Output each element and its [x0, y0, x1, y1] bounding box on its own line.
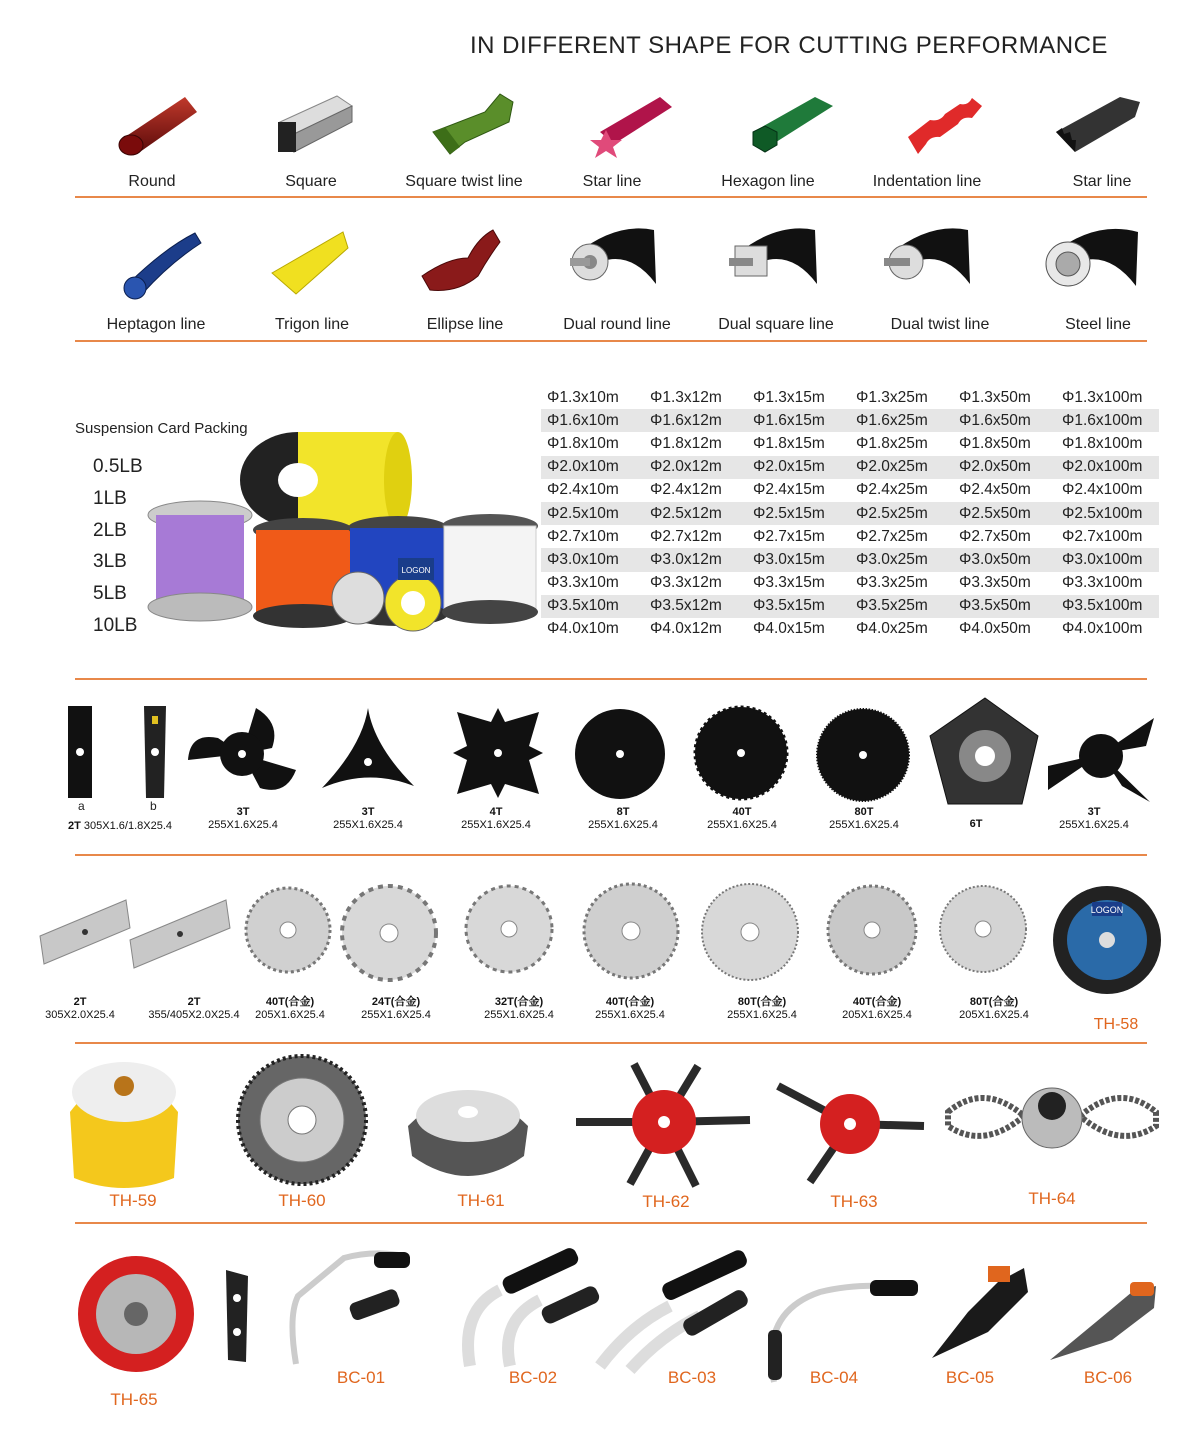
heptagon-line-icon: [115, 228, 205, 303]
spec-cell: Φ1.8x12m: [650, 434, 722, 452]
blade-size: 205X1.6X25.4: [959, 1009, 1029, 1021]
spec-cell: Φ2.4x25m: [856, 481, 928, 499]
spec-cell: Φ2.5x100m: [1062, 504, 1143, 522]
blade-teeth: 3T: [1087, 806, 1101, 818]
shape-label-dual-square: Dual square line: [718, 316, 834, 333]
blade-size: 205X1.6X25.4: [255, 1009, 325, 1021]
blade-2t-a-icon: [66, 706, 96, 800]
alloy-blade-label: [45, 996, 115, 1022]
indentation-line-icon: [900, 92, 985, 162]
blade-size: 255X1.6X25.4: [588, 819, 658, 831]
star-line-black-icon: [1050, 92, 1145, 162]
spec-cell: Φ3.3x12m: [650, 574, 722, 592]
blade-teeth: 40T(合金): [605, 996, 655, 1008]
spec-cell: Φ3.0x100m: [1062, 550, 1143, 568]
shape-label-steel: Steel line: [1065, 316, 1131, 333]
trigon-line-icon: [268, 228, 353, 298]
blade-size: 255X1.6X25.4: [361, 1009, 431, 1021]
blade-teeth: 80T(合金): [969, 996, 1019, 1008]
spec-cell: Φ1.6x50m: [959, 411, 1031, 429]
spec-cell: Φ2.7x15m: [753, 527, 825, 545]
nylon-brush-head-icon: [62, 1052, 186, 1192]
spec-cell: Φ1.8x10m: [547, 434, 619, 452]
spec-row: [541, 525, 1159, 548]
spec-cell: Φ4.0x15m: [753, 620, 825, 638]
spec-row: [541, 595, 1159, 618]
spec-row: [541, 456, 1159, 479]
product-code: BC-01: [336, 1368, 386, 1387]
blade-teeth: 24T(合金): [371, 996, 421, 1008]
spec-cell: Φ1.6x100m: [1062, 411, 1143, 429]
spec-cell: Φ2.4x100m: [1062, 481, 1143, 499]
blade-size: 255X1.6X25.4: [484, 1009, 554, 1021]
product-code: TH-63: [830, 1192, 878, 1211]
blade-size: 255X1.6X25.4: [461, 819, 531, 831]
blade-6t-icon: [926, 696, 1044, 810]
spec-cell: Φ3.3x10m: [547, 574, 619, 592]
blade-teeth: 4T: [489, 806, 503, 818]
product-code: TH-60: [278, 1191, 326, 1210]
blade-teeth: 32T(合金): [494, 996, 544, 1008]
square-twist-line-icon: [425, 92, 515, 162]
spec-row: [541, 548, 1159, 571]
divider: [75, 854, 1147, 856]
alloy-40t-255-icon: [582, 882, 680, 980]
spec-cell: Φ1.8x15m: [753, 434, 825, 452]
alloy-blade-label: [595, 996, 665, 1022]
product-code: BC-05: [945, 1368, 995, 1387]
alloy-40t-205-b-icon: [826, 884, 918, 976]
variant-b-label: b: [150, 799, 157, 813]
spool-brand-label: LOGON: [401, 566, 431, 575]
handle-bc03-icon: [590, 1246, 760, 1372]
spec-row: [541, 618, 1159, 641]
round-line-icon: [115, 92, 200, 162]
blade-teeth: 2T: [187, 996, 201, 1008]
spec-cell: Φ3.0x12m: [650, 550, 722, 568]
dual-round-line-icon: [566, 224, 661, 294]
spec-row: [541, 432, 1159, 455]
spec-cell: Φ1.3x50m: [959, 388, 1031, 406]
spec-cell: Φ2.5x50m: [959, 504, 1031, 522]
blade-size: 255X1.6X25.4: [595, 1009, 665, 1021]
variant-a-label: a: [78, 799, 85, 813]
spec-cell: Φ2.7x50m: [959, 527, 1031, 545]
blade-teeth: 80T(合金): [737, 996, 787, 1008]
divider: [75, 678, 1147, 680]
chain-head-icon: [944, 1082, 1160, 1162]
spec-cell: Φ3.5x12m: [650, 597, 722, 615]
spec-cell: Φ2.5x15m: [753, 504, 825, 522]
product-code: TH-61: [457, 1191, 505, 1210]
spec-cell: Φ1.3x10m: [547, 388, 619, 406]
product-code: BC-02: [508, 1368, 558, 1387]
red-3-blade-head-icon: [774, 1074, 928, 1186]
ellipse-line-icon: [418, 228, 503, 298]
divider: [75, 340, 1147, 342]
spec-row: [541, 479, 1159, 502]
shape-label-heptagon: Heptagon line: [106, 316, 206, 333]
alloy-blade-label: [842, 996, 912, 1022]
red-6-blade-head-icon: [574, 1062, 754, 1190]
blade-teeth: 3T: [236, 806, 250, 818]
spec-cell: Φ3.5x50m: [959, 597, 1031, 615]
divider: [75, 1042, 1147, 1044]
spec-cell: Φ2.7x25m: [856, 527, 928, 545]
spec-cell: Φ2.0x50m: [959, 458, 1031, 476]
spec-cell: Φ2.0x10m: [547, 458, 619, 476]
blade-size: 355/405X2.0X25.4: [148, 1009, 240, 1021]
spec-cell: Φ2.4x50m: [959, 481, 1031, 499]
star-line-icon: [590, 92, 675, 162]
spec-cell: Φ1.6x12m: [650, 411, 722, 429]
blade-teeth: 80T: [854, 806, 874, 818]
product-code: TH-59: [109, 1191, 157, 1210]
spec-row: [541, 386, 1159, 409]
shape-label-indentation: Indentation line: [872, 173, 982, 190]
blade-size: 255X1.6X25.4: [208, 819, 278, 831]
spec-cell: Φ2.4x15m: [753, 481, 825, 499]
page-title: IN DIFFERENT SHAPE FOR CUTTING PERFORMANCE: [470, 32, 1108, 59]
blade-80t-icon: [816, 708, 910, 802]
spec-cell: Φ4.0x10m: [547, 620, 619, 638]
weight-label: 0.5LB: [93, 456, 143, 477]
blade-teeth: 40T(合金): [265, 996, 315, 1008]
alloy-blade-label: [959, 996, 1029, 1022]
spec-cell: Φ2.5x12m: [650, 504, 722, 522]
alloy-2t-355-icon: [128, 896, 232, 976]
shape-label-dual-round: Dual round line: [563, 316, 671, 333]
alloy-blade-label: [148, 996, 239, 1022]
blade-spec-label: [588, 806, 658, 832]
blade-4t-icon: [451, 706, 545, 800]
handle-bc02-icon: [440, 1240, 600, 1370]
weight-label: 5LB: [93, 583, 127, 604]
blade-teeth: 6T: [969, 818, 983, 830]
spec-cell: Φ2.0x25m: [856, 458, 928, 476]
product-code: TH-58: [1093, 1016, 1139, 1033]
product-code: BC-06: [1083, 1368, 1133, 1387]
spec-cell: Φ2.4x10m: [547, 481, 619, 499]
blade-2t-b-icon: [140, 706, 170, 800]
shape-label-square: Square: [285, 173, 337, 190]
blade-teeth: 40T: [732, 806, 752, 818]
red-disc-head-icon: [76, 1250, 196, 1386]
handle-bc05-icon: [928, 1262, 1032, 1362]
divider: [75, 1222, 1147, 1224]
spec-cell: Φ4.0x50m: [959, 620, 1031, 638]
spec-cell: Φ3.3x100m: [1062, 574, 1143, 592]
wire-wheel-twisted-icon: [236, 1054, 368, 1186]
spec-cell: Φ2.4x12m: [650, 481, 722, 499]
spec-cell: Φ3.0x15m: [753, 550, 825, 568]
shape-label-star-2: Star line: [1072, 173, 1132, 190]
shape-label-square-twist: Square twist line: [405, 173, 523, 190]
product-code: TH-65: [110, 1390, 158, 1409]
product-code: BC-03: [667, 1368, 717, 1387]
spec-cell: Φ3.5x10m: [547, 597, 619, 615]
spools-image: [148, 428, 540, 646]
handle-bc06-icon: [1046, 1278, 1160, 1364]
shape-label-round: Round: [128, 173, 176, 190]
square-line-icon: [272, 92, 357, 162]
spec-cell: Φ3.5x100m: [1062, 597, 1143, 615]
alloy-blade-label: [484, 996, 554, 1022]
product-code: BC-04: [809, 1368, 859, 1387]
blade-teeth: 2T: [73, 996, 87, 1008]
spec-cell: Φ2.7x10m: [547, 527, 619, 545]
divider: [75, 196, 1147, 198]
shape-label-ellipse: Ellipse line: [426, 316, 504, 333]
blade-size: 255X1.6X25.4: [1059, 819, 1129, 831]
spec-table: [541, 386, 1159, 641]
blade-teeth: 3T: [361, 806, 375, 818]
dual-square-line-icon: [727, 224, 822, 294]
weight-label: 10LB: [93, 615, 138, 636]
bracket-icon: [220, 1268, 254, 1366]
shape-label-dual-twist: Dual twist line: [890, 316, 990, 333]
spec-cell: Φ4.0x25m: [856, 620, 928, 638]
spec-row: [541, 502, 1159, 525]
spec-cell: Φ3.3x50m: [959, 574, 1031, 592]
spec-cell: Φ3.0x25m: [856, 550, 928, 568]
alloy-blade-label: [361, 996, 431, 1022]
blade-teeth: 40T(合金): [852, 996, 902, 1008]
steel-line-icon: [1040, 224, 1140, 294]
blade-teeth: 2T: [68, 820, 81, 832]
spec-row: [541, 409, 1159, 432]
alloy-32t-icon: [464, 884, 554, 974]
spec-cell: Φ2.5x10m: [547, 504, 619, 522]
blade-size: 255X1.6X25.4: [829, 819, 899, 831]
blade-spec-label: [333, 806, 403, 832]
blade-spec-label: [970, 818, 983, 831]
alloy-blade-label: [255, 996, 325, 1022]
spec-cell: Φ3.0x10m: [547, 550, 619, 568]
blade-40t-icon: [694, 706, 788, 800]
blade-spec-label: [68, 820, 172, 833]
product-code: TH-64: [1028, 1189, 1076, 1208]
weight-label: 3LB: [93, 551, 127, 572]
spec-cell: Φ1.8x50m: [959, 434, 1031, 452]
blade-spec-label: [208, 806, 278, 832]
handle-bc01-icon: [284, 1246, 424, 1366]
spec-cell: Φ2.0x12m: [650, 458, 722, 476]
spec-cell: Φ1.6x25m: [856, 411, 928, 429]
spec-cell: Φ4.0x12m: [650, 620, 722, 638]
blade-size: 305X1.6/1.8X25.4: [83, 820, 172, 832]
shape-label-star: Star line: [582, 173, 642, 190]
blade-3t-round-icon: [186, 708, 300, 800]
blade-3t-serrated-icon: [1046, 716, 1156, 810]
alloy-blade-label: [727, 996, 797, 1022]
blade-size: 255X1.6X25.4: [727, 1009, 797, 1021]
spec-cell: Φ1.6x10m: [547, 411, 619, 429]
spec-cell: Φ1.8x100m: [1062, 434, 1143, 452]
blade-spec-label: [707, 806, 777, 832]
spec-cell: Φ1.3x25m: [856, 388, 928, 406]
spec-cell: Φ3.0x50m: [959, 550, 1031, 568]
hexagon-line-icon: [745, 92, 835, 162]
chain-disc-icon: [1052, 884, 1162, 996]
product-code: TH-62: [642, 1192, 690, 1211]
spec-cell: Φ1.8x25m: [856, 434, 928, 452]
blade-8t-icon: [573, 706, 667, 800]
spec-cell: Φ1.3x100m: [1062, 388, 1143, 406]
spec-cell: Φ3.3x15m: [753, 574, 825, 592]
spec-cell: Φ3.3x25m: [856, 574, 928, 592]
blade-size: 305X2.0X25.4: [45, 1009, 115, 1021]
shape-label-hexagon: Hexagon line: [721, 173, 815, 190]
alloy-40t-205-icon: [244, 886, 332, 974]
chain-disc-brand: LOGON: [1090, 905, 1124, 915]
spec-cell: Φ2.7x12m: [650, 527, 722, 545]
alloy-80t-205-icon: [938, 884, 1028, 974]
packing-title: Suspension Card Packing: [75, 420, 248, 437]
spec-cell: Φ4.0x100m: [1062, 620, 1143, 638]
spec-cell: Φ2.0x100m: [1062, 458, 1143, 476]
spec-cell: Φ1.3x15m: [753, 388, 825, 406]
spec-cell: Φ1.6x15m: [753, 411, 825, 429]
blade-spec-label: [1059, 806, 1129, 832]
dual-twist-line-icon: [880, 224, 975, 294]
spec-row: [541, 572, 1159, 595]
blade-size: 255X1.6X25.4: [707, 819, 777, 831]
blade-teeth: 8T: [616, 806, 630, 818]
shape-label-trigon: Trigon line: [274, 316, 350, 333]
wire-cup-brush-icon: [400, 1076, 536, 1184]
blade-spec-label: [461, 806, 531, 832]
blade-spec-label: [829, 806, 899, 832]
weight-label: 2LB: [93, 520, 127, 541]
alloy-2t-305-icon: [38, 896, 132, 968]
weight-label: 1LB: [93, 488, 127, 509]
spec-cell: Φ2.7x100m: [1062, 527, 1143, 545]
blade-size: 255X1.6X25.4: [333, 819, 403, 831]
blade-3t-tri-icon: [318, 706, 418, 792]
spec-cell: Φ3.5x25m: [856, 597, 928, 615]
alloy-80t-255-icon: [700, 882, 800, 982]
spec-cell: Φ3.5x15m: [753, 597, 825, 615]
blade-size: 205X1.6X25.4: [842, 1009, 912, 1021]
spec-cell: Φ1.3x12m: [650, 388, 722, 406]
spec-cell: Φ2.5x25m: [856, 504, 928, 522]
spec-cell: Φ2.0x15m: [753, 458, 825, 476]
alloy-24t-icon: [340, 884, 438, 982]
